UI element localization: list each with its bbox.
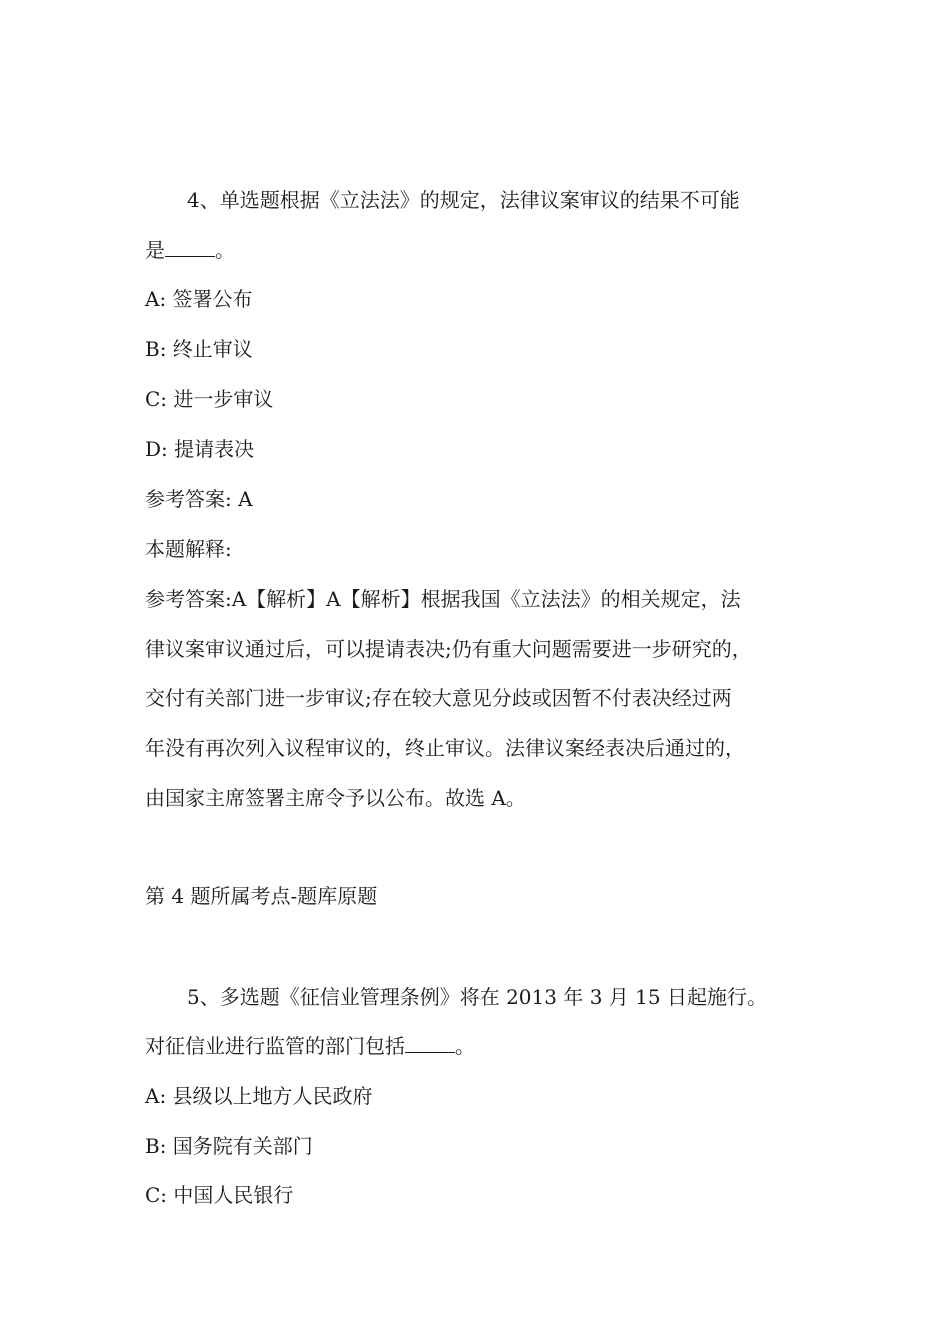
answer-blank xyxy=(405,1034,455,1053)
q4-topic: 第 4 题所属考点-题库原题 xyxy=(145,884,378,908)
q4-stem-prefix: 是 xyxy=(145,238,165,262)
q4-explanation-line-1: 参考答案:A【解析】A【解析】根据我国《立法法》的相关规定，法 xyxy=(145,587,741,611)
q4-option-d: D: 提请表决 xyxy=(145,437,255,461)
q4-option-b: B: 终止审议 xyxy=(145,337,253,361)
q4-option-a: A: 签署公布 xyxy=(145,287,253,311)
q5-option-b: B: 国务院有关部门 xyxy=(145,1134,313,1158)
q4-stem-line-1: 4、单选题根据《立法法》的规定，法律议案审议的结果不可能 xyxy=(187,188,740,212)
q4-explanation-line-2: 律议案审议通过后，可以提请表决;仍有重大问题需要进一步研究的， xyxy=(145,637,752,661)
q4-explanation-heading: 本题解释: xyxy=(145,537,232,561)
q4-explanation-line-3: 交付有关部门进一步审议;存在较大意见分歧或因暂不付表决经过两 xyxy=(145,686,732,710)
q4-explanation-line-4: 年没有再次列入议程审议的，终止审议。法律议案经表决后通过的， xyxy=(145,736,745,760)
q4-stem-suffix: 。 xyxy=(215,238,235,262)
q5-stem-line-2 xyxy=(145,1032,475,1060)
q4-answer: 参考答案: A xyxy=(145,487,253,511)
q5-stem-line-1: 5、多选题《征信业管理条例》将在 2013 年 3 月 15 日起施行。 xyxy=(187,985,767,1009)
q4-explanation-line-5: 由国家主席签署主席令予以公布。故选 A。 xyxy=(145,786,526,810)
q5-option-a: A: 县级以上地方人民政府 xyxy=(145,1084,373,1108)
q5-option-c: C: 中国人民银行 xyxy=(145,1183,294,1207)
q5-stem-suffix: 。 xyxy=(455,1034,475,1058)
q4-stem-line-2 xyxy=(145,236,235,264)
answer-blank xyxy=(165,238,215,257)
q4-option-c: C: 进一步审议 xyxy=(145,387,274,411)
q5-stem-prefix: 对征信业进行监管的部门包括 xyxy=(145,1034,405,1058)
